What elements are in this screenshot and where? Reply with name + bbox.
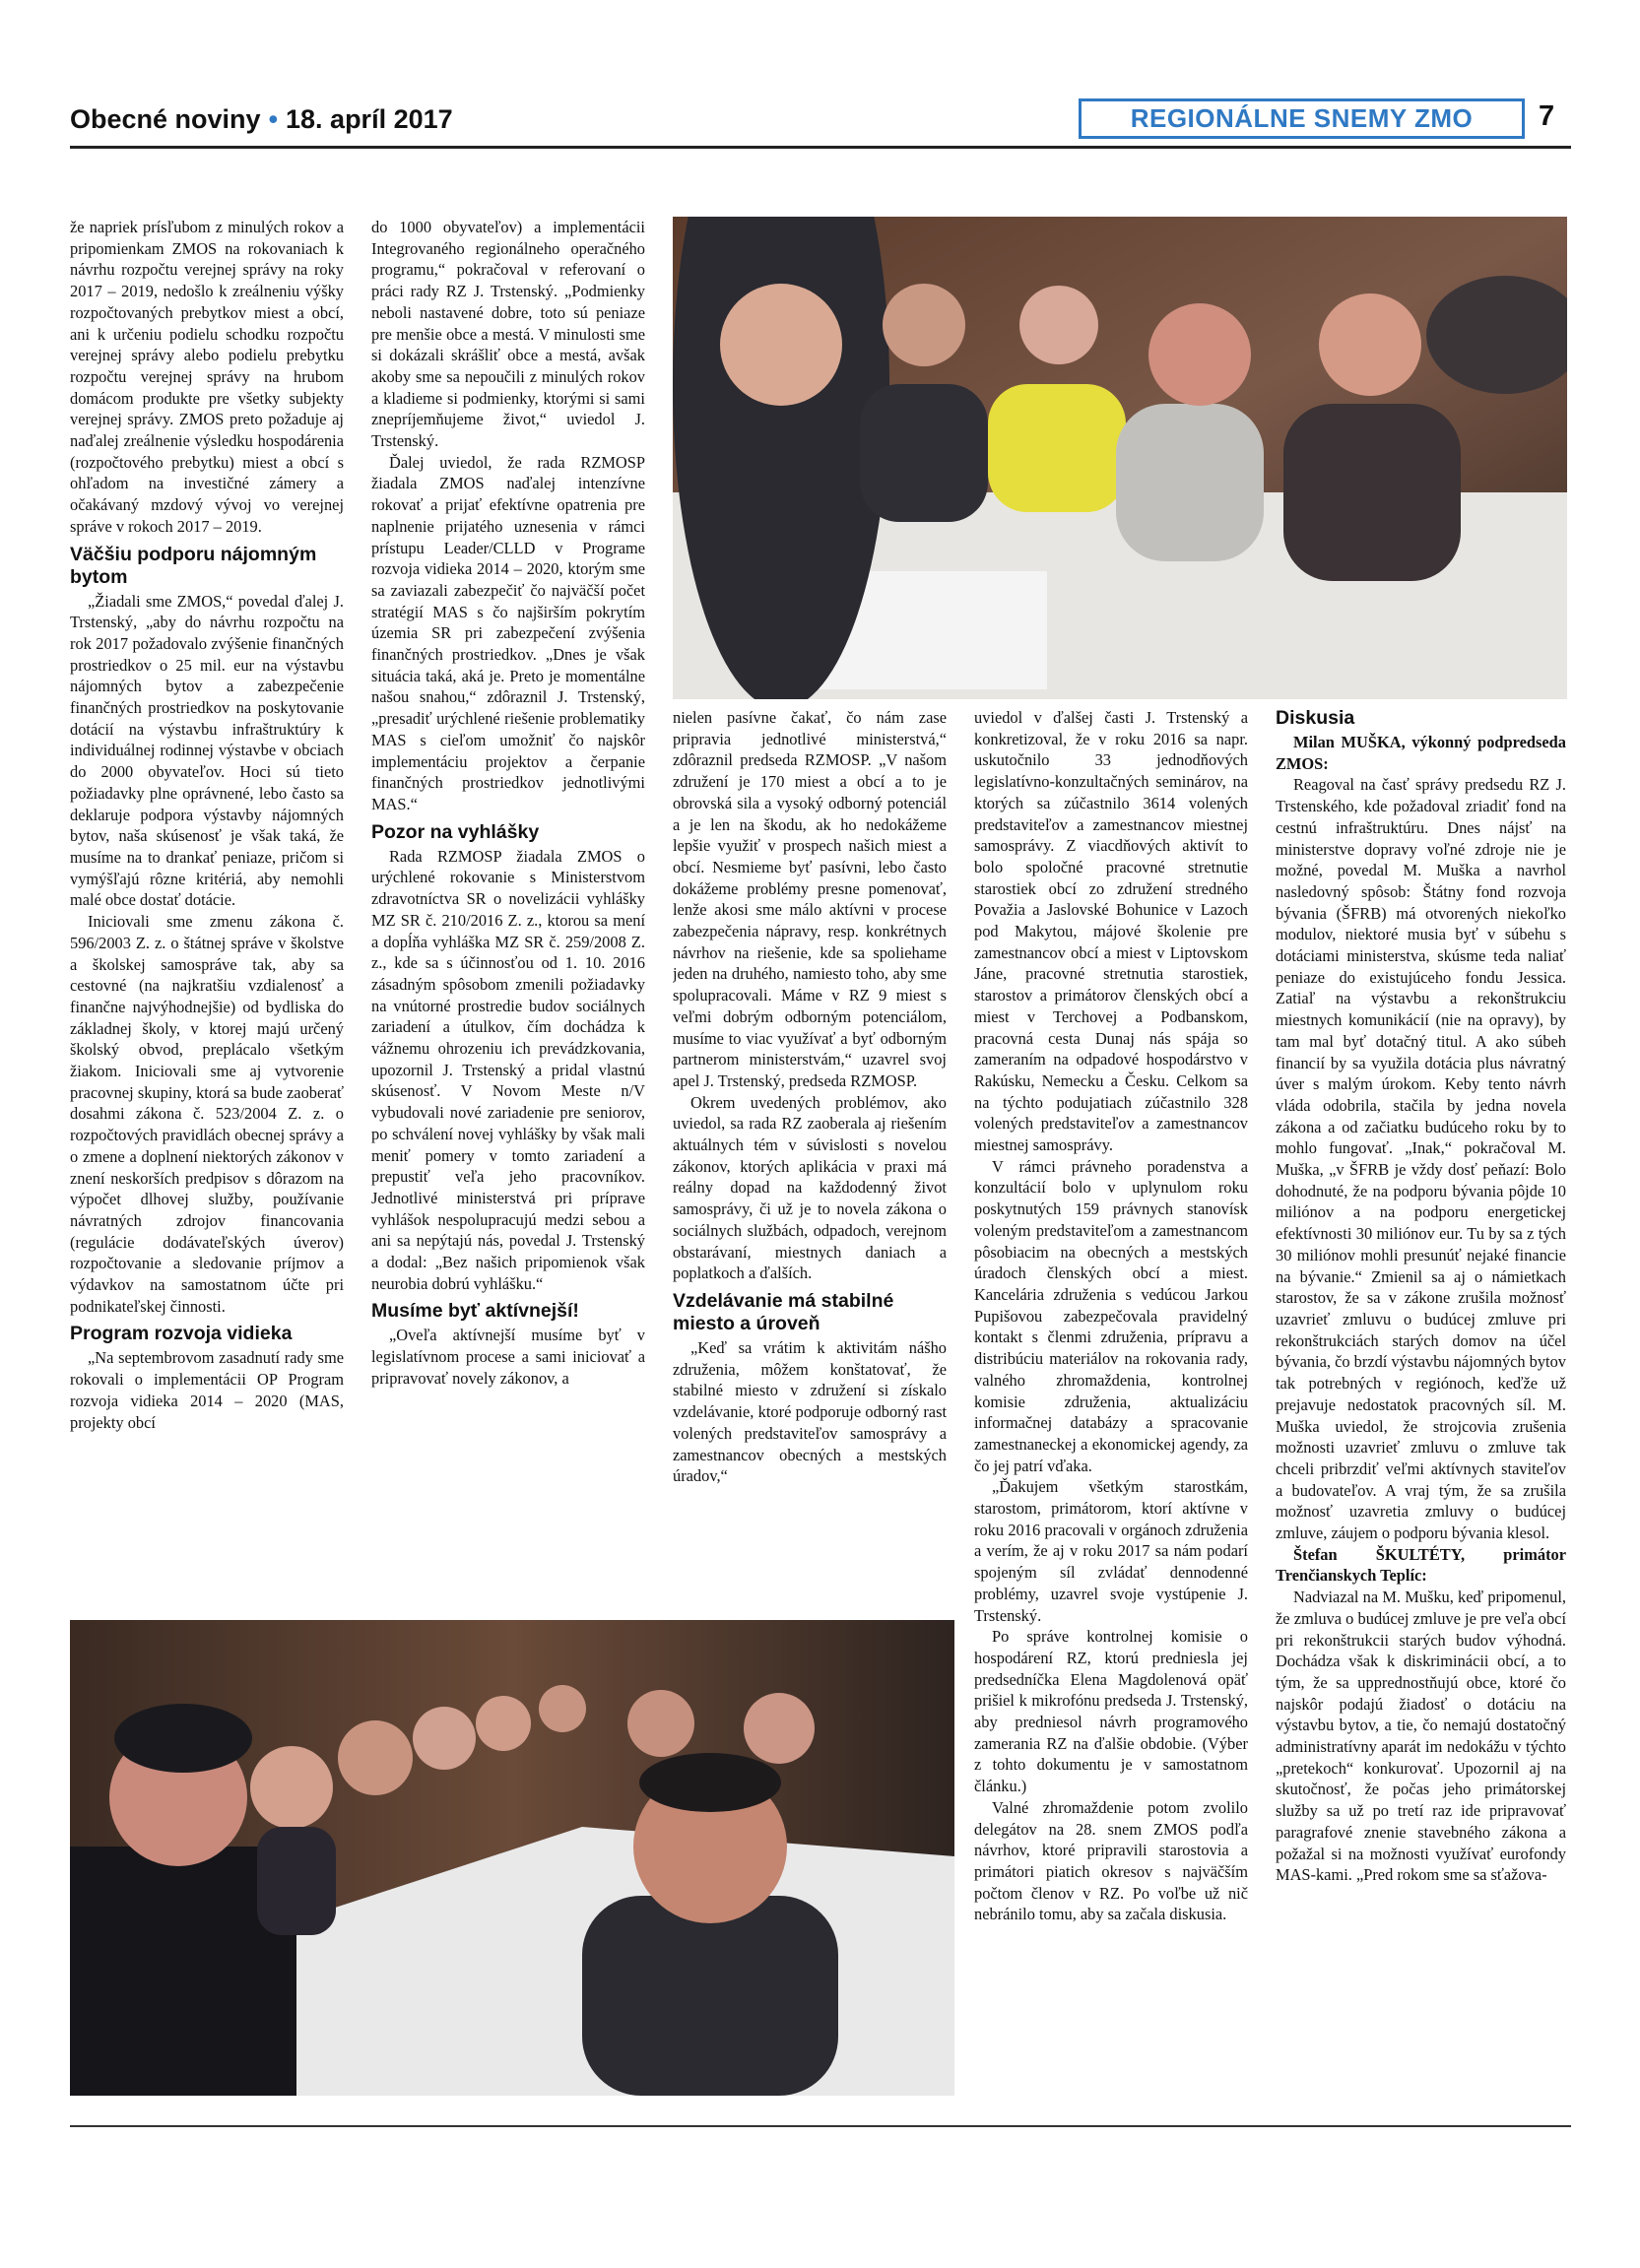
paragraph: „Keď sa vrátim k aktivitám nášho združenia, môžem konštatovať, že stabilné miesto v združení si získalo vzdelávanie, ktoré podporuje odborný rast volených predstaviteľov samosprávy a zamestnancov obecných a mestských úradov,“	[673, 1337, 947, 1486]
issue-date: 18. apríl 2017	[286, 104, 453, 134]
column-1	[70, 217, 344, 1571]
paragraph: Iniciovali sme zmenu zákona č. 596/2003 Z. z. o štátnej správe v školstve a školskej samospráve tak, aby sa cestovné (na najkratšiu vzdialenosť a finančne najvýhodnejšie) od bydliska do základnej školy, v ktorej majú určený školský obvod, preplácalo všetkým žiakom. Iniciovali sme aj vytvorenie pracovnej skupiny, ktorá sa bude zaoberať dosahmi zákona č. 523/2004 Z. z. o rozpočtových pravidlách obecnej správy a o zmene a doplnení niektorých zákonov v znení neskorších predpisov s dôrazom na výpočet dlhovej služby, používanie návratných zdrojov financovania (regulácie dodávateľských úverov) rozpočtovanie a sledovanie príjmov a výdavkov na samostatnom účte pri podnikateľskej činnosti.	[70, 912, 344, 1316]
paragraph: Po správe kontrolnej komisie o hospodárení RZ, ktorú predniesla jej predsedníčka Elena Magdolenová opäť prišiel k mikrofónu predseda J. Trstenský, aby predniesol návrh programového zamerania RZ na ďalšie obdobie. (Výber z tohto dokumentu je v samostatnom článku.)	[974, 1627, 1248, 1796]
paper-name: Obecné noviny	[70, 104, 261, 134]
paragraph: Rada RZMOSP žiadala ZMOS o urýchlené rokovanie s Ministerstvom zdravotníctva SR o novelizácii vyhlášky MZ SR č. 210/2016 Z. z., ktorou sa mení a dopĺňa vyhláška MZ SR č. 259/2008 Z. z., kde sa s účinnosťou od 1. 10. 2016 zásadným spôsobom zmenili požiadavky na vnútorné prostredie budov sociálnych zariadení a útulkov, čím dochádza k vážnemu ohrozeniu ich prevádzkovania, upozornil J. Trstenský a pridal vlastnú skúsenosť. V Novom Meste n/V vybudovali nové zariadenie pre seniorov, po schválení novej vyhlášky by však mali meniť pomery v tomto zariadení a prepustiť veľa jeho pracovníkov. Jednotlivé ministerstvá pri príprave vyhlášok nespolupracujú medzi sebou a ani sa nepýtajú nás, povedal J. Trstenský a dodal: „Bez našich pripomienok však neurobia dobrú vyhlášku.“	[371, 846, 645, 1293]
paragraph: „Žiadali sme ZMOS,“ povedal ďalej J. Trstenský, „aby do návrhu rozpočtu na rok 2017 požadovalo zvýšenie finančných prostriedkov o 25 mil. eur na výstavbu nájomných bytov a zabezpečenie finančných prostriedkov na poskytovanie dotácií na výstavbu infraštruktúry k individuálnej rodinnej výstavbe v obciach do 2000 obyvateľov. Hoci sú tieto požiadavky plne oprávnené, lebo často sa deklaruje podpora výstavby nájomných bytov, naša skúsenosť je však taká, že musíme na to drankať peniaze, pričom si vymýšľajú rôzne kritériá, aby nemohli malé obce dostať dotácie.	[70, 591, 344, 910]
paragraph: Okrem uvedených problémov, ako uviedol, sa rada RZ zaoberala aj riešením aktuálnych tém v súvislosti s novelou zákonov, ktorých aplikácia v praxi má reálny dopad na každodenný život samosprávy, či už je to novela zákona o sociálnych službách, odpadoch, verejnom obstarávaní, miestnych daniach a poplatkoch a ďalších.	[673, 1092, 947, 1283]
subheading: Diskusia	[1276, 707, 1355, 729]
paragraph: Nadviazal na M. Mušku, keď pripomenul, že zmluva o budúcej zmluve je pre veľa obcí pri rekonštrukcii starých budov výhodná. Dochádza však k diskriminácii obcí, a to tým, že sa upprednostňujú obce, ktoré čo najskôr podajú žiadosť o dotáciu na výstavbu bytov, a tie, čo nemajú dostatočný administratívny aparát im nedokážu v týchto „pretekoch“ konkurovať. Upozornil aj na skutočnosť, že počas jeho primátorskej služby sa už po tretí raz ide pripravovať paragrafové znenie stavebného zákona a požažal si na možnosti využívať eurofondy MAS-kami. „Pred rokom sme sa sťažova-	[1276, 1588, 1566, 1885]
subheading: Väčšiu podporu nájomným bytom	[70, 543, 317, 588]
column-5	[1276, 707, 1566, 2125]
column-4	[974, 707, 1248, 2125]
page-number: 7	[1539, 100, 1555, 132]
paragraph: „Na septembrovom zasadnutí rady sme rokovali o implementácii OP Program rozvoja vidieka 2014 – 2020 (MAS, projekty obcí	[70, 1348, 344, 1432]
paragraph: že napriek prísľubom z minulých rokov a pripomienkam ZMOS na rokovaniach k návrhu rozpočtu verejnej správy na roky 2017 – 2019, nedošlo k zreálneniu výšky rozpočtovaných prebytkov miest a obcí, ani k určeniu podielu schodku rozpočtu verejnej správy alebo podielu prebytku rozpočtu verejnej správy na hrubom domácom produkte pre všetky subjekty verejnej správy. ZMOS preto požaduje aj naďalej zreálnenie výsledku hospodárenia (rozpočtového prebytku) miest a obcí s ohľadom na investičné zámery a očakávaný mzdový vývoj vo verejnej správe v rokoch 2017 – 2019.	[70, 218, 344, 536]
paragraph: Valné zhromaždenie potom zvolilo delegátov na 28. snem ZMOS podľa návrhov, ktoré pripravili starostovia a primátori piatich okresov s najväčším počtom členov v RZ. Po voľbe už nič nebránilo tomu, aby sa začala diskusia.	[974, 1797, 1248, 1924]
paragraph: do 1000 obyvateľov) a implementácii Integrovaného regionálneho operačného programu,“ pokračoval v referovaní o práci rady RZ J. Trstenský. „Podmienky neboli nastavené dobre, toto sú peniaze pre menšie obce a mestá. V minulosti sme si dokázali skrášliť obce a mestá, avšak akoby sme sa nepoučili z minulých rokov a kladieme si podmienky, ktorými si sami znepríjemňujeme život,“ uviedol J. Trstenský.	[371, 218, 645, 451]
byline: Milan MUŠKA, výkonný podpredseda ZMOS:	[1276, 733, 1566, 773]
subheading: Musíme byť aktívnejší!	[371, 1300, 579, 1323]
byline: Štefan ŠKULTÉTY, primátor Trenčianskych Teplíc:	[1276, 1544, 1566, 1586]
bullet-dot: •	[268, 104, 279, 134]
subheading: Vzdelávanie má stabilné miesto a úroveň	[673, 1289, 894, 1334]
footer-rule	[70, 2125, 1571, 2127]
paragraph: uviedol v ďalšej časti J. Trstenský a konkretizoval, že v roku 2016 sa napr. uskutočnilo 33 jednodňových legislatívno-konzultačných seminárov, na ktorých sa zúčastnilo 3614 volených predstaviteľov a zamestnancov miestnej samosprávy. Z viacdňových aktivít to bolo spoločné pracovné stretnutie starostiek obcí zo združení stredného Považia a Jaslovské Bohunice v Lazoch pod Makytou, májové školenie pre zamestnancov obcí a miest v Liptovskom Jáne, pracovné stretnutia starostiek, starostov a primátorov členských obcí a miest v Terchovej a Podbanskom, pracovná cesta Dunaj nás spája so zameraním na odpadové hospodárstvo v Rakúsku, Nemecku a Česku. Celkom sa na týchto podujatiach zúčastnilo 328 volených predstaviteľov a zamestnancov miestnej samosprávy.	[974, 708, 1248, 1155]
subheading: Pozor na vyhlášky	[371, 820, 540, 843]
top-photo	[673, 217, 1567, 699]
masthead	[70, 104, 453, 135]
column-3	[673, 707, 947, 1613]
bottom-photo	[70, 1620, 954, 2096]
paragraph: Reagoval na časť správy predsedu RZ J. Trstenského, kde požadoval zriadiť fond na cestnú infraštruktúru. Dnes nájsť na ministerstve dopravy voľné zdroje nie je možné, povedal M. Muška a navrhol nasledovný spôsob: Štátny fond rozvoja bývania (ŠFRB) má otvorených niekoľko modulov, niektoré musia byť v súbehu s dotáciami ministerstva, skúsme teda naliať peniaze do existujúceho fondu Jessica. Zatiaľ na výstavbu a rekonštrukciu miestnych komunikácií (nie na opravy), by tam mal byť dotačný titul. A ako súbeh financií by sa využila dotácia plus návratný úver s malým úrokom. Keby tento návrh vláda odobrila, stačila by jedna novela zákona a od začiatku budúceho roku by to mohlo fungovať. „Inak,“ pokračoval M. Muška, „v ŠFRB je vždy dosť peňazí: Bolo dohodnuté, že na podporu bývania pôjde 10 miliónov a na podporu energetickej efektívnosti 30 miliónov eur. Tu by sa z tých 30 miliónov mohli presunúť nejaké financie na bývanie.“ Zmienil sa aj o námietkach starostov, že sa v zákone zrušila možnosť uzavrieť zmluvu o budúcej zmluve pri rekonštrukciách starých domov na účel bývania, čo brzdí výstavbu nájomných bytov tak potrebných v regiónoch, keďže už prejavuje nedostatok pracovných síl. M. Muška uviedol, že strojcovia zrušenia možnosti uzavrieť zmluvu o zmluve tak chceli pribrzdiť veľmi aktívnych staviteľov a budovateľov. A vraj tým, že sa zrušila možnosť uzavretia zmluvy o budúcej zmluve, záujem o podporu bývania klesol.	[1276, 775, 1566, 1543]
conference-photo-icon	[673, 217, 1567, 699]
paragraph: „Ďakujem všetkým starostkám, starostom, primátorom, ktorí aktívne v roku 2016 pracovali v orgánoch združenia a verím, že aj v roku 2017 sa nám podarí spojeným síl zvládať dennodenné problémy, uzavrel svoje vystúpenie J. Trstenský.	[974, 1477, 1248, 1625]
section-title: REGIONÁLNE SNEMY ZMO	[1079, 98, 1525, 139]
paragraph: nielen pasívne čakať, čo nám zase pripravia jednotlivé ministerstvá,“ zdôraznil predseda RZMOSP. „V našom združení je 170 miest a obcí a to je obrovská sila a vysoký odborný potenciál a je len na škodu, ak ho nedokážeme lepšie využiť v prospech našich miest a obcí. Nesmieme byť pasívni, lebo často dokážeme problémy presne pomenovať, lenže akosi sme málo aktívni v procese zabezpečenia nápravy, resp. konkrétnych návrhov na riešenie, kde sa spoliehame jeden na druhého, namiesto toho, aby sme spolupracovali. Máme v RZ 9 miest s veľmi dobrým odborným potenciálom, musíme to viac využívať a byť odborným partnerom ministerstvám,“ uzavrel svoj apel J. Trstenský, predseda RZMOSP.	[673, 708, 947, 1090]
paragraph: V rámci právneho poradenstva a konzultácií bolo v uplynulom roku poskytnutých 159 právnych stanovísk voleným predstaviteľom a zamestnancom pôsobiacim na obecných a mestských úradoch členských obcí a miest. Kancelária združenia s vedúcou Jarkou Pupišovou zabezpečovala pravidelný kontakt s členmi združenia, prípravu a distribúciu materiálov na rokovania rady, valného zhromaždenia, kontrolnej komisie združenia, aktualizáciu informačnej databázy a spracovanie zamestnaneckej a ekonomickej agendy, za čo jej patrí vďaka.	[974, 1156, 1248, 1475]
column-2	[371, 217, 645, 1571]
conference-photo-icon	[70, 1620, 954, 2096]
header-rule	[70, 146, 1571, 149]
paragraph: „Oveľa aktívnejší musíme byť v legislatívnom procese a sami iniciovať a pripravovať novely zákonov, a	[371, 1326, 645, 1388]
subheading: Program rozvoja vidieka	[70, 1323, 293, 1345]
paragraph: Ďalej uviedol, že rada RZMOSP žiadala ZMOS naďalej intenzívne rokovať a prijať efektívne opatrenia pre naplnenie prijatého uznesenia v rámci prístupu Leader/CLLD v Programe rozvoja vidieka 2014 – 2020, ktorým sme sa zaviazali zabezpečiť čo najväčší počet stratégií MAS s čo najširším pokrytím územia SR pri zabezpečení zvýšenia finančných prostriedkov. „Dnes je však situácia taká, aká je. Preto je momentálne našou snahou,“ zdôraznil J. Trstenský, „presadiť urýchlené riešenie problematiky MAS s cieľom umožniť čo najskôr implementáciu projektov a čerpanie finančných prostriedkov jednotlivými MAS.“	[371, 452, 645, 813]
